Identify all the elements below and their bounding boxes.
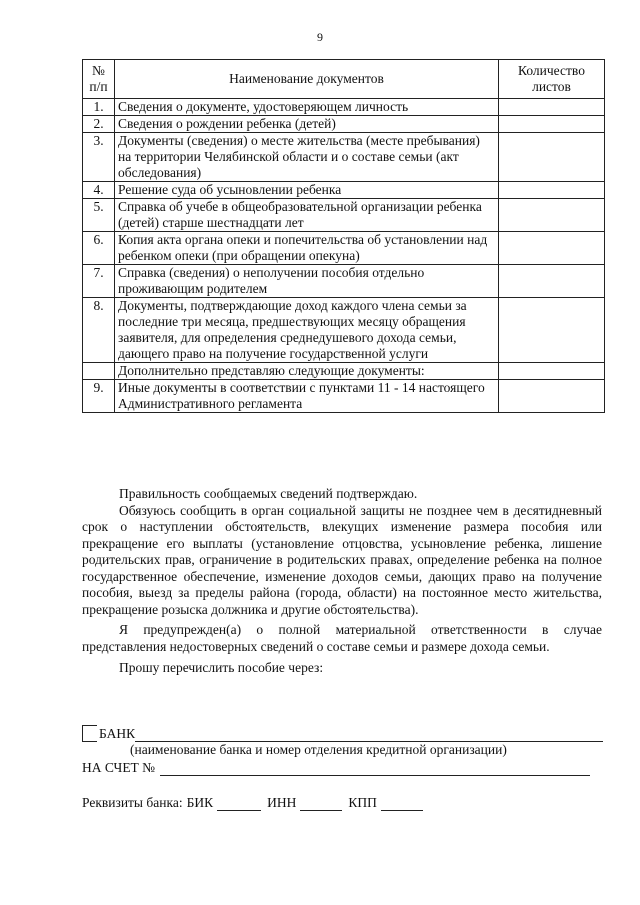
row-number: 4.	[83, 182, 115, 199]
row-number: 3.	[83, 133, 115, 182]
document-name: Сведения о рождении ребенка (детей)	[115, 116, 499, 133]
kpp-label: КПП	[348, 795, 377, 810]
account-label: НА СЧЕТ №	[82, 760, 156, 775]
table-row	[83, 232, 605, 265]
sheets-count-cell[interactable]	[499, 265, 605, 298]
bank-name-field[interactable]	[135, 727, 603, 742]
document-name: Копия акта органа опеки и попечительства об установлении над ребенком опеки (при обращении опекуна)	[115, 232, 499, 265]
documents-table	[82, 59, 605, 413]
inn-field[interactable]	[300, 796, 342, 811]
table-row	[83, 380, 605, 413]
row-number: 7.	[83, 265, 115, 298]
document-name: Решение суда об усыновлении ребенка	[115, 182, 499, 199]
document-name: Документы, подтверждающие доход каждого члена семьи за последние три месяца, предшествующих месяцу обращения заявителя, для определения среднедушевого дохода семьи, дающего право на получение государственной услуги	[115, 298, 499, 363]
header-num: № п/п	[83, 60, 115, 99]
sheets-count-cell[interactable]	[499, 182, 605, 199]
extra-documents-label: Дополнительно представляю следующие документы:	[115, 363, 499, 380]
sheets-count-cell[interactable]	[499, 99, 605, 116]
row-number: 2.	[83, 116, 115, 133]
bank-caption: (наименование банка и номер отделения кредитной организации)	[130, 742, 507, 757]
request-paragraph: Прошу перечислить пособие через:	[119, 660, 324, 675]
account-number-field[interactable]	[160, 761, 590, 776]
sheets-count-cell[interactable]	[499, 298, 605, 363]
table-row	[83, 99, 605, 116]
bank-requisites	[82, 795, 423, 811]
document-name: Сведения о документе, удостоверяющем личность	[115, 99, 499, 116]
obligation-paragraph: Обязуюсь сообщить в орган социальной защиты не позднее чем в десятидневный срок о наступлении обстоятельств, влекущих изменение размера пособия или прекращение его выплаты (установление отцовства, усыновление ребенка, лишение родительских прав, ограничение в родительских правах, определение ребенка на полное государственное обеспечение, изменение доходов семьи, дающих право на получение пособия, выезд за пределы района (города, области) на постоянное место жительства, прекращение розыска должника и другие обстоятельства).	[82, 502, 602, 617]
bank-line	[82, 725, 603, 742]
sheets-count-cell[interactable]	[499, 199, 605, 232]
page-number: 9	[317, 30, 323, 44]
extra-documents-row	[83, 363, 605, 380]
document-name: Справка об учебе в общеобразовательной организации ребенка (детей) старше шестнадцати лет	[115, 199, 499, 232]
table-row	[83, 265, 605, 298]
table-row	[83, 199, 605, 232]
bank-label: БАНК	[99, 726, 136, 741]
sheets-count-cell[interactable]	[499, 133, 605, 182]
bank-checkbox[interactable]	[82, 725, 97, 742]
requisites-label: Реквизиты банка:	[82, 795, 183, 810]
sheets-count-cell[interactable]	[499, 232, 605, 265]
header-sheets: Количество листов	[499, 60, 605, 99]
row-number: 5.	[83, 199, 115, 232]
row-number: 8.	[83, 298, 115, 363]
confirm-paragraph: Правильность сообщаемых сведений подтверждаю.	[119, 486, 418, 501]
extra-empty-cell	[83, 363, 115, 380]
document-name: Документы (сведения) о месте жительства (месте пребывания) на территории Челябинской области и о составе семьи (акт обследования)	[115, 133, 499, 182]
bik-label: БИК	[186, 795, 214, 810]
table-row	[83, 116, 605, 133]
sheets-count-cell[interactable]	[499, 380, 605, 413]
row-number: 6.	[83, 232, 115, 265]
table-row	[83, 182, 605, 199]
bik-field[interactable]	[217, 796, 261, 811]
inn-label: ИНН	[267, 795, 297, 810]
sheets-count-cell[interactable]	[499, 116, 605, 133]
document-name: Справка (сведения) о неполучении пособия отдельно проживающим родителем	[115, 265, 499, 298]
declaration-block	[82, 486, 602, 677]
header-name: Наименование документов	[115, 60, 499, 99]
table-body	[83, 99, 605, 413]
table-header-row	[83, 60, 605, 99]
document-name: Иные документы в соответствии с пунктами 11 - 14 настоящего Административного регламента	[115, 380, 499, 413]
table-row	[83, 298, 605, 363]
row-number: 9.	[83, 380, 115, 413]
table-row	[83, 133, 605, 182]
extra-sheets-cell	[499, 363, 605, 380]
warning-paragraph: Я предупрежден(а) о полной материальной ответственности в случае представления недостоверных сведений о составе семьи и размере дохода семьи.	[82, 622, 602, 654]
row-number: 1.	[83, 99, 115, 116]
kpp-field[interactable]	[381, 796, 423, 811]
account-line	[82, 760, 590, 776]
